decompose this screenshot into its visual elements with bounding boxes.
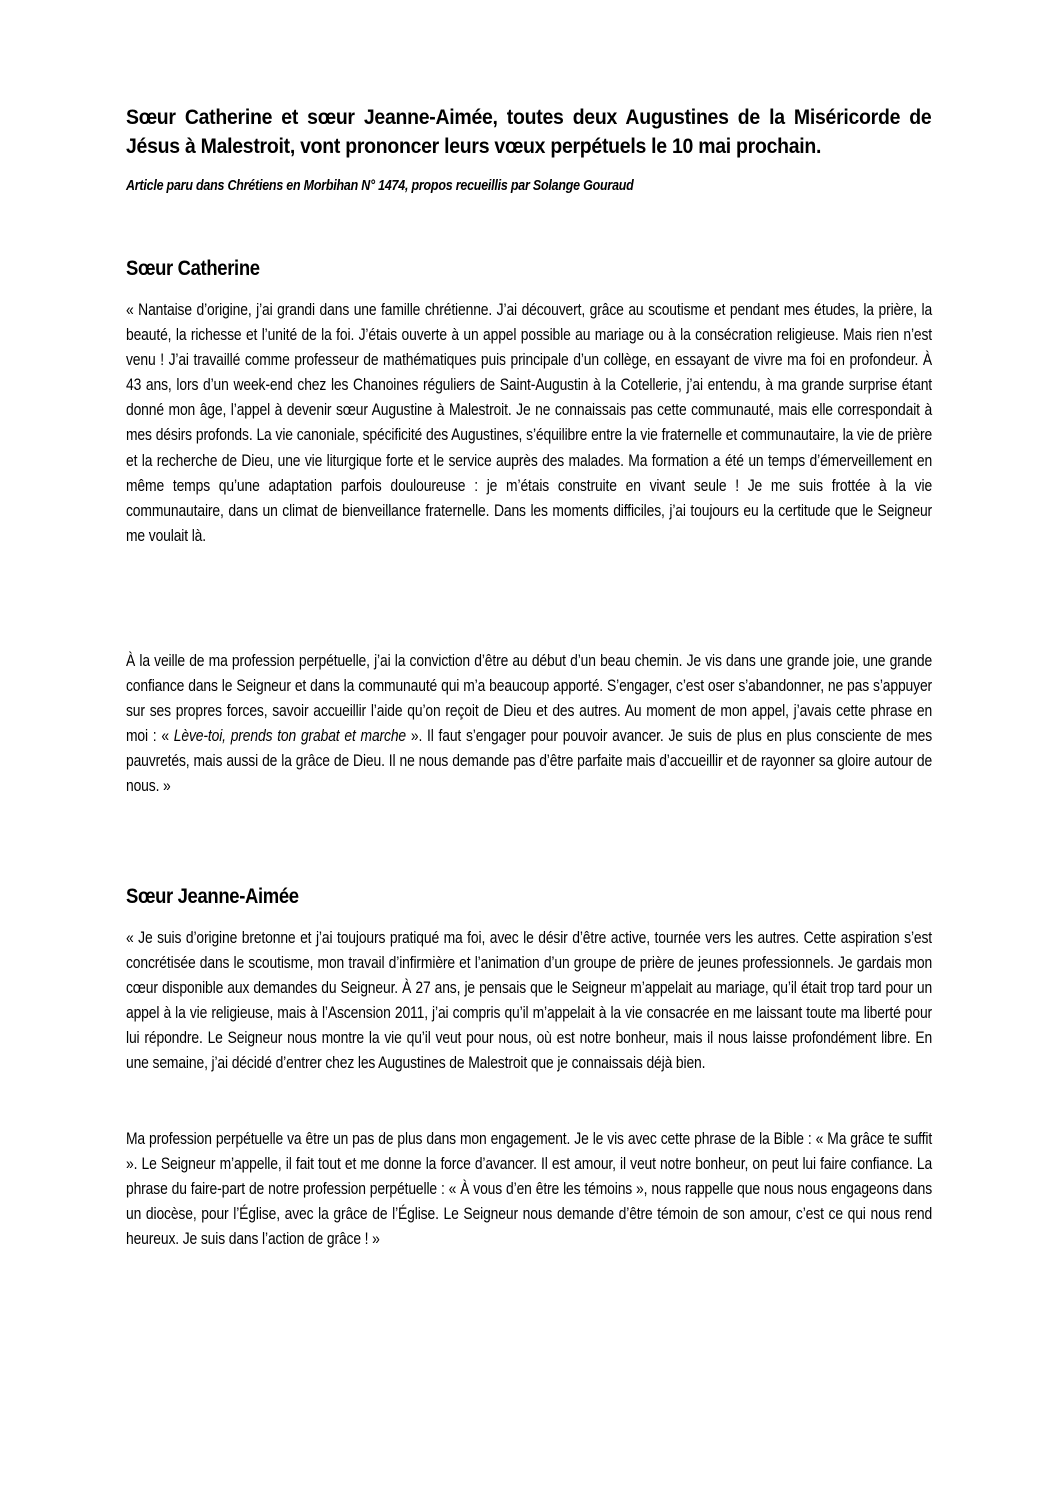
section-heading-catherine: Sœur Catherine	[126, 257, 260, 280]
paragraph-catherine-1: « Nantaise d’origine, j’ai grandi dans une famille chrétienne. J’ai découvert, grâce au scoutisme et pendant mes études, la prière, la beauté, la richesse et l’unité de la foi. J’étais ouverte à un appel possible au mariage ou à la consécration religieuse. Mais rien n’est venu ! J’ai travaillé comme professeur de mathématiques puis principale d’un collège, en essayant de vivre ma foi en profondeur. À 43 ans, lors d’un week-end chez les Chanoines réguliers de Saint-Augustin à la Cotellerie, j’ai entendu, à ma grande surprise étant donné mon âge, l’appel à devenir sœur Augustine à Malestroit. Je ne connaissais pas cette communauté, mais elle correspondait à mes désirs profonds. La vie canoniale, spécificité des Augustines, s’équilibre entre la vie fraternelle et communautaire, la vie de prière et la recherche de Dieu, une vie liturgique forte et le service auprès des malades. Ma formation a été un temps d’émerveillement en même temps qu’une adaptation parfois douloureuse : je m’étais construite en vivant seule ! Je me suis frottée à la vie communautaire, dans un climat de bienveillance fraternelle. Dans les moments difficiles, j’ai toujours eu la certitude que le Seigneur me voulait là.	[126, 301, 933, 545]
paragraph-text-before-quote: À la veille de ma profession perpétuelle, j’ai la conviction d’être au début d’un beau chemin. Je vis dans une grande joie, une grande confiance dans le Seigneur et dans la communauté qui m’a beaucoup apporté. S’engager, c’est oser s’abandonner, ne pas s’appuyer sur ses propres forces, savoir accueillir l’aide qu’on reçoit de Dieu et des autres. Au moment de mon appel, j’avais cette phrase en moi : «	[126, 652, 933, 746]
document-page	[126, 103, 933, 1249]
article-byline: Article paru dans Chrétiens en Morbihan N° 1474, propos recueillis par Solange Gouraud	[126, 178, 634, 194]
paragraph-jeanne-aimee-1: « Je suis d’origine bretonne et j’ai toujours pratiqué ma foi, avec le désir d’être active, tournée vers les autres. Cette aspiration s’est concrétisée dans le scoutisme, mon travail d’infirmière et l’animation d’un groupe de prière de jeunes professionnels. Je gardais mon cœur disponible aux demandes du Seigneur. À 27 ans, je pensais que le Seigneur m’appelait au mariage, qu’il était trop tard pour un appel à la vie religieuse, mais à l’Ascension 2011, j’ai compris qu’il m’appelait à la vie consacrée en me laissant toute ma liberté pour lui répondre. Le Seigneur nous montre la vie qu’il veut pour nous, où est notre bonheur, mais il nous laisse profondément libre. En une semaine, j’ai décidé d’entrer chez les Augustines de Malestroit que je connaissais déjà bien.	[126, 929, 933, 1073]
section-heading-jeanne-aimee: Sœur Jeanne-Aimée	[126, 885, 299, 908]
paragraph-catherine-2	[126, 649, 932, 800]
paragraph-jeanne-aimee-2: Ma profession perpétuelle va être un pas de plus dans mon engagement. Je le vis avec cette phrase de la Bible : « Ma grâce te suffit ». Le Seigneur m’appelle, il fait tout et me donne la force d’avancer. Il est amour, il veut notre bonheur, on peut lui faire confiance. La phrase du faire-part de notre profession perpétuelle : « À vous d’en être les témoins », nous rappelle que nous nous engageons dans un diocèse, pour l’Église, avec la grâce de l’Église. Le Seigneur nous demande d’être témoin de son amour, c’est ce qui nous rend heureux. Je suis dans l’action de grâce ! »	[126, 1130, 933, 1249]
paragraph-text-after-quote: ». Il faut s’engager pour pouvoir avancer. Je suis de plus en plus consciente de mes pauvretés, mais aussi de la grâce de Dieu. Il ne nous demande pas d’être parfaite mais d’accueillir et de rayonner sa gloire autour de nous. »	[126, 727, 933, 796]
italic-bible-quote: Lève-toi, prends ton grabat et marche	[173, 727, 407, 746]
article-title: Sœur Catherine et sœur Jeanne-Aimée, toutes deux Augustines de la Miséricorde de Jésus à Malestroit, vont prononcer leurs vœux perpétuels le 10 mai prochain.	[126, 105, 932, 158]
